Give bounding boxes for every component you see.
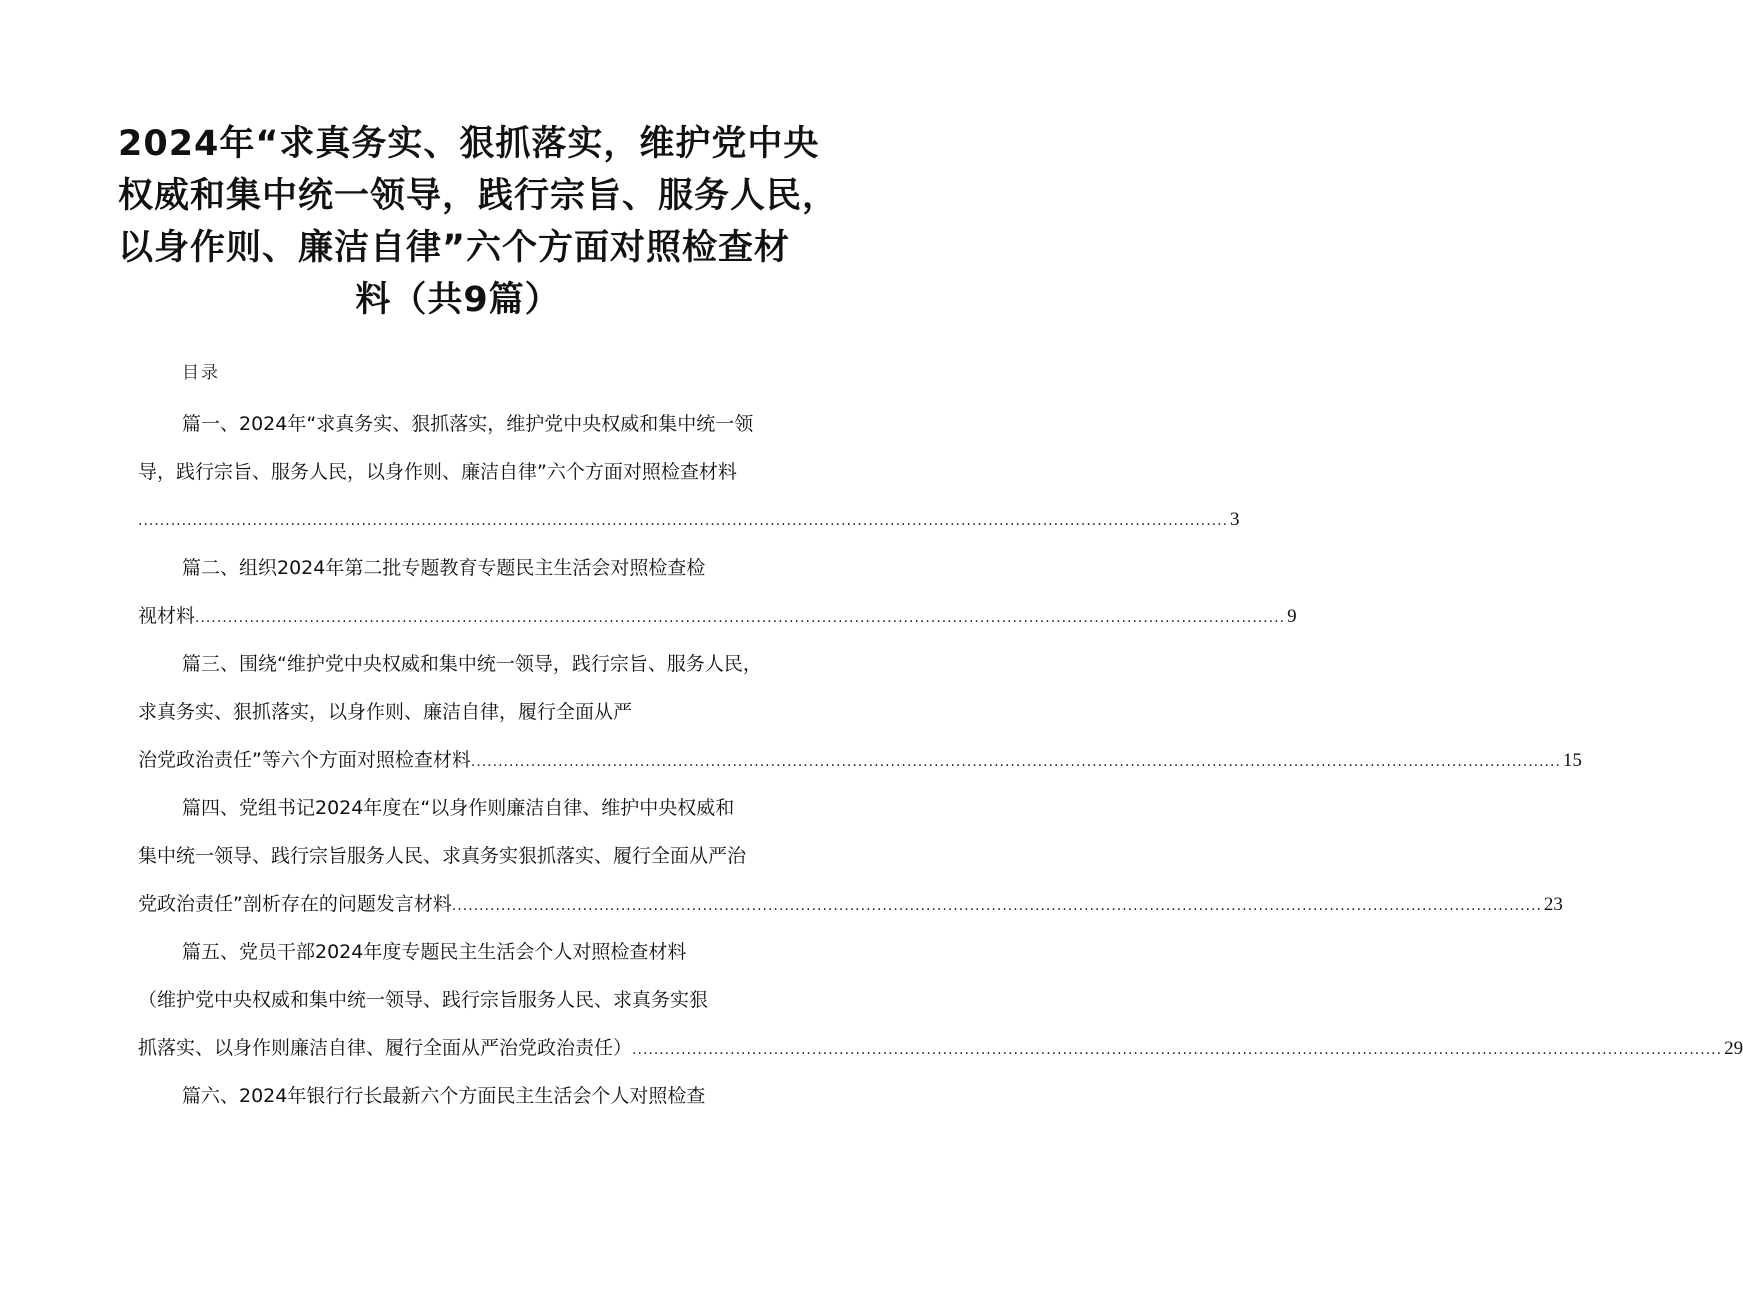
toc-entry-line: 集中统一领导、践行宗旨服务人民、求真务实狠抓落实、履行全面从严治 <box>138 845 747 867</box>
toc-entry-line: 篇四、党组书记2024年度在“以身作则廉洁自律、维护中央权威和 <box>182 797 735 819</box>
toc-page-number[interactable]: 29 <box>1724 1038 1743 1059</box>
toc-entry-3[interactable] <box>138 640 1582 784</box>
toc-page-number[interactable]: 23 <box>1543 894 1563 915</box>
toc-entry-leader-line <box>138 880 1563 928</box>
toc-page-number[interactable]: 3 <box>1230 509 1240 530</box>
leader-dots: ........................................................................................................................................................................................................ <box>138 513 1229 529</box>
title-line-3: 以身作则、廉洁自律”六个方面对照检查材 <box>118 228 791 268</box>
title-line-4: 料（共9篇） <box>355 280 561 320</box>
toc-entry-line: 抓落实、以身作则廉洁自律、履行全面从严治党政治责任） <box>138 1037 633 1059</box>
toc-entry-leader-line <box>138 736 1582 784</box>
leader-dots: ........................................................................................................................................................................................................ <box>470 754 1561 770</box>
toc-entry-line: 篇三、围绕“维护党中央权威和集中统一领导，践行宗旨、服务人民， <box>182 653 762 675</box>
leader-dots: ........................................................................................................................................................................................................ <box>195 610 1286 626</box>
toc-entry-6[interactable] <box>138 1072 788 1120</box>
toc-entry-leader-line <box>138 1024 1743 1072</box>
toc-entry-line: 党政治责任”剖析存在的问题发言材料 <box>138 893 452 915</box>
table-of-contents <box>138 400 1743 1120</box>
toc-entry-line: 篇二、组织2024年第二批专题教育专题民主生活会对照检查检 <box>182 557 706 579</box>
toc-entry-leader-line <box>138 496 1240 544</box>
toc-entry-line: 治党政治责任”等六个方面对照检查材料 <box>138 749 471 771</box>
toc-page-number[interactable]: 15 <box>1562 750 1582 771</box>
title-line-1: 2024年“求真务实、狠抓落实，维护党中央 <box>118 124 820 164</box>
toc-page-number[interactable]: 9 <box>1287 606 1297 627</box>
toc-entry-2[interactable] <box>138 544 1297 640</box>
leader-dots: ........................................................................................................................................................................................................ <box>632 1042 1723 1058</box>
document-title <box>118 118 839 326</box>
toc-entry-4[interactable] <box>138 784 1563 928</box>
toc-entry-line: 视材料 <box>138 605 196 627</box>
toc-entry-line: 篇五、党员干部2024年度专题民主生活会个人对照检查材料 <box>182 941 687 963</box>
toc-entry-leader-line <box>138 592 1297 640</box>
toc-entry-line: 求真务实、狠抓落实，以身作则、廉洁自律，履行全面从严 <box>138 701 633 723</box>
title-line-2: 权威和集中统一领导，践行宗旨、服务人民， <box>118 176 839 216</box>
toc-entry-1[interactable] <box>138 400 1240 544</box>
leader-dots: ........................................................................................................................................................................................................ <box>451 898 1542 914</box>
toc-heading: 目录 <box>182 363 220 383</box>
toc-entry-line: 篇六、2024年银行行长最新六个方面民主生活会个人对照检查 <box>182 1085 706 1107</box>
toc-entry-line: （维护党中央权威和集中统一领导、践行宗旨服务人民、求真务实狠 <box>138 989 709 1011</box>
toc-entry-5[interactable] <box>138 928 1743 1072</box>
toc-entry-line: 篇一、2024年“求真务实、狠抓落实，维护党中央权威和集中统一领 <box>182 413 754 435</box>
toc-entry-line: 导，践行宗旨、服务人民，以身作则、廉洁自律”六个方面对照检查材料 <box>138 461 737 483</box>
